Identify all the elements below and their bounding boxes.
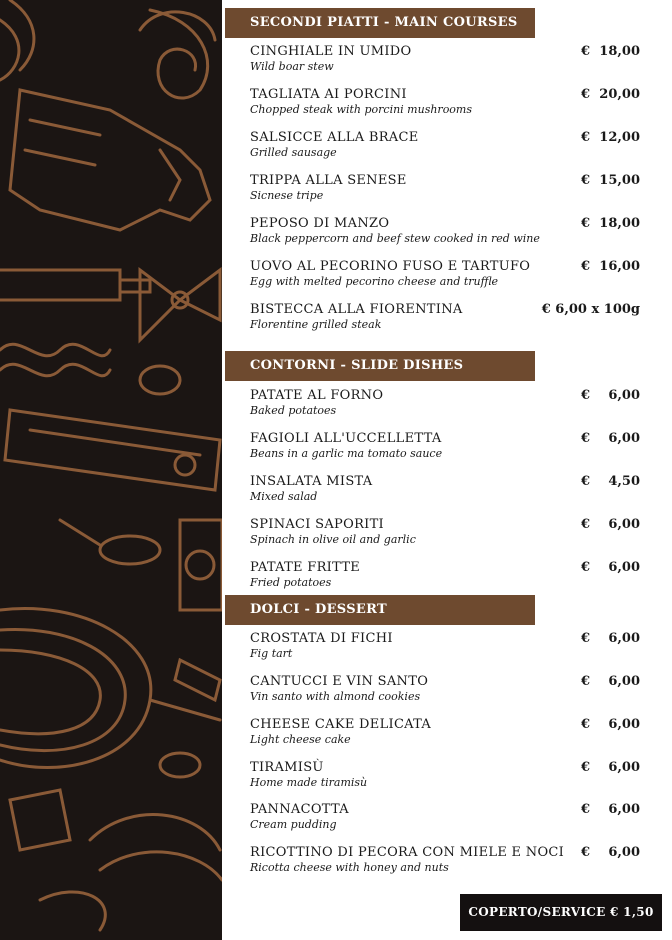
item-description: Ricotta cheese with honey and nuts (250, 861, 449, 874)
section-header-dolci: DOLCI - DESSERT (225, 595, 535, 625)
item-description: Black peppercorn and beef stew cooked in red wine (250, 232, 540, 245)
menu-item (250, 631, 640, 667)
currency-symbol: € (580, 259, 590, 274)
price-amount: 6,00 (608, 674, 640, 689)
item-price (581, 130, 640, 145)
price-amount: 6,00 (608, 631, 640, 646)
price-amount: 16,00 (599, 259, 640, 274)
item-description: Cream pudding (250, 818, 337, 831)
item-name: CINGHIALE IN UMIDO (250, 44, 412, 59)
item-price (581, 517, 640, 532)
item-price (581, 216, 640, 231)
item-price (581, 44, 640, 59)
currency-symbol: € (580, 216, 590, 231)
price-amount: 18,00 (599, 44, 640, 59)
currency-symbol: € (580, 802, 590, 817)
item-price (581, 388, 640, 403)
item-name: SALSICCE ALLA BRACE (250, 130, 419, 145)
item-name: TIRAMISÙ (250, 760, 324, 775)
menu-item (250, 388, 640, 424)
price-amount: 4,50 (608, 474, 640, 489)
service-charge-badge: COPERTO/SERVICE € 1,50 (460, 894, 662, 931)
item-name: PEPOSO DI MANZO (250, 216, 390, 231)
item-name: PATATE FRITTE (250, 560, 361, 575)
price-amount: 12,00 (599, 130, 640, 145)
item-price (581, 87, 640, 102)
price-amount: 6,00 (608, 845, 640, 860)
item-price (581, 674, 640, 689)
item-description: Fig tart (250, 647, 293, 660)
item-name: INSALATA MISTA (250, 474, 373, 489)
item-description: Fried potatoes (250, 576, 332, 589)
currency-symbol: € (580, 517, 590, 532)
currency-symbol: € (580, 845, 590, 860)
item-price (581, 717, 640, 732)
currency-symbol: € (580, 431, 590, 446)
decorative-panel (0, 0, 222, 940)
menu-item (250, 130, 640, 166)
section-header-secondi: SECONDI PIATTI - MAIN COURSES (225, 8, 535, 38)
item-price (581, 760, 640, 775)
item-price (581, 173, 640, 188)
item-price (581, 631, 640, 646)
item-description: Home made tiramisù (250, 776, 368, 789)
kitchen-utensils-illustration (0, 0, 222, 940)
item-price (581, 259, 640, 274)
item-name: PANNACOTTA (250, 802, 349, 817)
currency-symbol: € (580, 717, 590, 732)
price-amount: 6,00 (608, 431, 640, 446)
currency-symbol: € (580, 44, 590, 59)
menu-item (250, 760, 640, 796)
menu-item (250, 259, 640, 295)
item-name: UOVO AL PECORINO FUSO E TARTUFO (250, 259, 531, 274)
item-name: RICOTTINO DI PECORA CON MIELE E NOCI (250, 845, 565, 860)
item-description: Florentine grilled steak (250, 318, 382, 331)
currency-symbol: € (580, 474, 590, 489)
section-header-contorni: CONTORNI - SLIDE DISHES (225, 351, 535, 381)
item-name: PATATE AL FORNO (250, 388, 384, 403)
item-description: Grilled sausage (250, 146, 337, 159)
item-description: Vin santo with almond cookies (250, 690, 421, 703)
item-price (581, 845, 640, 860)
currency-symbol: € (580, 388, 590, 403)
menu-item (250, 560, 640, 596)
item-price (581, 474, 640, 489)
price-amount: 15,00 (599, 173, 640, 188)
item-price (581, 802, 640, 817)
currency-symbol: € (580, 674, 590, 689)
currency-symbol: € (580, 87, 590, 102)
item-name: CHEESE CAKE DELICATA (250, 717, 432, 732)
price-amount: 18,00 (599, 216, 640, 231)
menu-item (250, 474, 640, 510)
menu-item (250, 845, 640, 881)
item-name: CROSTATA DI FICHI (250, 631, 393, 646)
menu-item (250, 44, 640, 80)
menu-item (250, 173, 640, 209)
price-amount: 6,00 (608, 717, 640, 732)
item-name: BISTECCA ALLA FIORENTINA (250, 302, 463, 317)
menu-item (250, 87, 640, 123)
menu-item (250, 431, 640, 467)
currency-symbol: € (580, 130, 590, 145)
item-price (581, 431, 640, 446)
item-price (581, 560, 640, 575)
item-name: CANTUCCI E VIN SANTO (250, 674, 429, 689)
currency-symbol: € (580, 760, 590, 775)
menu-item (250, 717, 640, 753)
item-description: Baked potatoes (250, 404, 337, 417)
item-name: TAGLIATA AI PORCINI (250, 87, 407, 102)
menu-item (250, 674, 640, 710)
currency-symbol: € (580, 560, 590, 575)
menu-item (250, 802, 640, 838)
item-description: Chopped steak with porcini mushrooms (250, 103, 473, 116)
price-amount: 6,00 (608, 560, 640, 575)
price-amount: 6,00 (608, 760, 640, 775)
price-amount: 6,00 (608, 802, 640, 817)
menu-item (250, 302, 640, 338)
currency-symbol: € (580, 173, 590, 188)
menu-content (222, 0, 672, 940)
currency-symbol: € (580, 631, 590, 646)
item-description: Egg with melted pecorino cheese and truffle (250, 275, 498, 288)
price-amount: 6,00 (608, 517, 640, 532)
item-description: Sicnese tripe (250, 189, 324, 202)
item-description: Beans in a garlic ma tomato sauce (250, 447, 443, 460)
item-description: Spinach in olive oil and garlic (250, 533, 416, 546)
item-description: Mixed salad (250, 490, 318, 503)
menu-item (250, 216, 640, 252)
item-description: Wild boar stew (250, 60, 334, 73)
price-amount: 6,00 (608, 388, 640, 403)
item-price: € 6,00 x 100g (541, 302, 640, 317)
item-name: SPINACI SAPORITI (250, 517, 384, 532)
price-amount: 20,00 (599, 87, 640, 102)
menu-item (250, 517, 640, 553)
item-name: FAGIOLI ALL'UCCELLETTA (250, 431, 442, 446)
item-description: Light cheese cake (250, 733, 351, 746)
item-name: TRIPPA ALLA SENESE (250, 173, 407, 188)
